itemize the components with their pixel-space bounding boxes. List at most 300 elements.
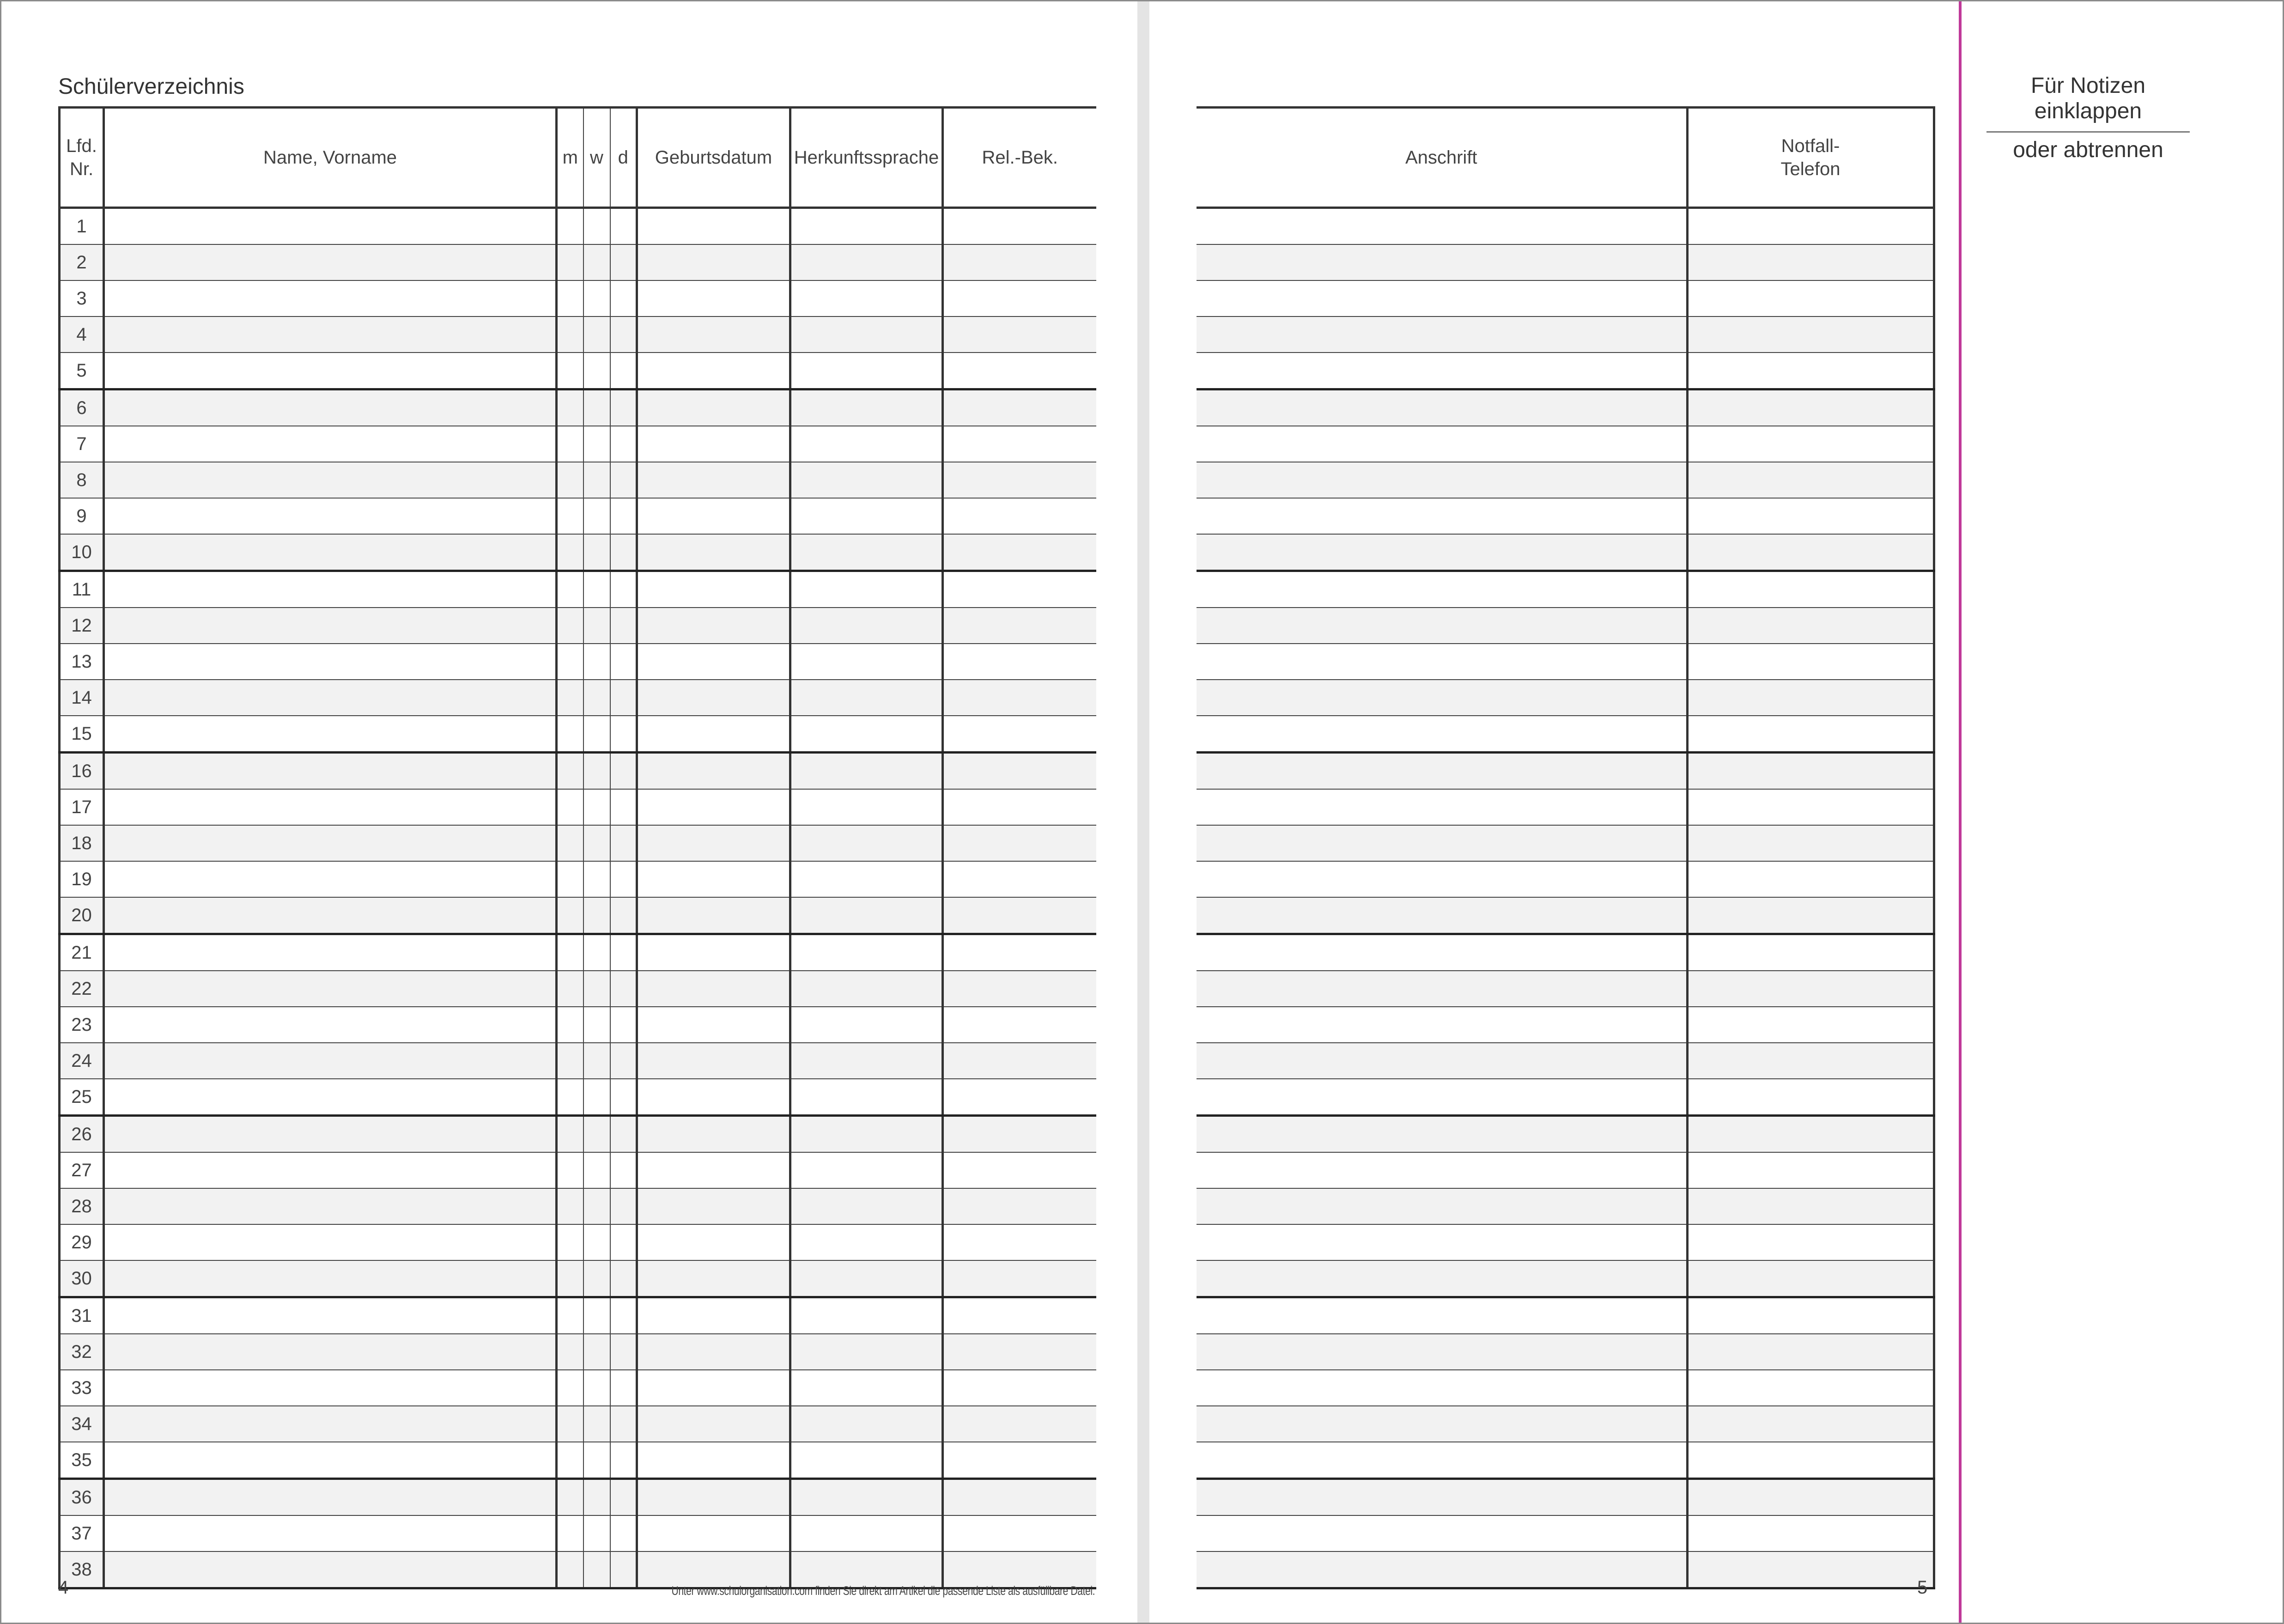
anschrift-cell[interactable] xyxy=(1197,644,1687,680)
telefon-cell[interactable] xyxy=(1687,1551,1934,1588)
w-cell[interactable] xyxy=(583,1442,610,1479)
rel-cell[interactable] xyxy=(943,244,1096,280)
name-cell[interactable] xyxy=(104,971,557,1007)
rel-cell[interactable] xyxy=(943,1260,1096,1297)
m-cell[interactable] xyxy=(557,426,583,462)
d-cell[interactable] xyxy=(610,1551,637,1588)
herkunftssprache-cell[interactable] xyxy=(790,1260,943,1297)
m-cell[interactable] xyxy=(557,244,583,280)
d-cell[interactable] xyxy=(610,208,637,245)
anschrift-cell[interactable] xyxy=(1197,680,1687,716)
telefon-cell[interactable] xyxy=(1687,608,1934,644)
name-cell[interactable] xyxy=(104,462,557,498)
name-cell[interactable] xyxy=(104,1551,557,1588)
rel-cell[interactable] xyxy=(943,716,1096,753)
name-cell[interactable] xyxy=(104,1297,557,1334)
anschrift-cell[interactable] xyxy=(1197,861,1687,897)
name-cell[interactable] xyxy=(104,1007,557,1043)
name-cell[interactable] xyxy=(104,1079,557,1116)
w-cell[interactable] xyxy=(583,1224,610,1260)
herkunftssprache-cell[interactable] xyxy=(790,1297,943,1334)
geburtsdatum-cell[interactable] xyxy=(637,316,790,353)
w-cell[interactable] xyxy=(583,1152,610,1188)
telefon-cell[interactable] xyxy=(1687,1043,1934,1079)
m-cell[interactable] xyxy=(557,644,583,680)
m-cell[interactable] xyxy=(557,571,583,608)
d-cell[interactable] xyxy=(610,1370,637,1406)
herkunftssprache-cell[interactable] xyxy=(790,534,943,571)
d-cell[interactable] xyxy=(610,1224,637,1260)
telefon-cell[interactable] xyxy=(1687,1260,1934,1297)
d-cell[interactable] xyxy=(610,789,637,825)
herkunftssprache-cell[interactable] xyxy=(790,753,943,790)
herkunftssprache-cell[interactable] xyxy=(790,1442,943,1479)
name-cell[interactable] xyxy=(104,934,557,971)
herkunftssprache-cell[interactable] xyxy=(790,971,943,1007)
anschrift-cell[interactable] xyxy=(1197,1370,1687,1406)
geburtsdatum-cell[interactable] xyxy=(637,680,790,716)
w-cell[interactable] xyxy=(583,280,610,316)
anschrift-cell[interactable] xyxy=(1197,1043,1687,1079)
geburtsdatum-cell[interactable] xyxy=(637,1406,790,1442)
geburtsdatum-cell[interactable] xyxy=(637,571,790,608)
m-cell[interactable] xyxy=(557,1260,583,1297)
w-cell[interactable] xyxy=(583,208,610,245)
w-cell[interactable] xyxy=(583,753,610,790)
anschrift-cell[interactable] xyxy=(1197,534,1687,571)
geburtsdatum-cell[interactable] xyxy=(637,861,790,897)
herkunftssprache-cell[interactable] xyxy=(790,861,943,897)
telefon-cell[interactable] xyxy=(1687,353,1934,389)
rel-cell[interactable] xyxy=(943,1043,1096,1079)
herkunftssprache-cell[interactable] xyxy=(790,280,943,316)
telefon-cell[interactable] xyxy=(1687,244,1934,280)
rel-cell[interactable] xyxy=(943,1116,1096,1153)
telefon-cell[interactable] xyxy=(1687,934,1934,971)
rel-cell[interactable] xyxy=(943,426,1096,462)
name-cell[interactable] xyxy=(104,389,557,426)
d-cell[interactable] xyxy=(610,971,637,1007)
w-cell[interactable] xyxy=(583,1007,610,1043)
geburtsdatum-cell[interactable] xyxy=(637,1188,790,1224)
name-cell[interactable] xyxy=(104,1116,557,1153)
geburtsdatum-cell[interactable] xyxy=(637,1043,790,1079)
d-cell[interactable] xyxy=(610,1260,637,1297)
anschrift-cell[interactable] xyxy=(1197,1479,1687,1516)
anschrift-cell[interactable] xyxy=(1197,1116,1687,1153)
d-cell[interactable] xyxy=(610,825,637,861)
geburtsdatum-cell[interactable] xyxy=(637,462,790,498)
name-cell[interactable] xyxy=(104,208,557,245)
rel-cell[interactable] xyxy=(943,1551,1096,1588)
name-cell[interactable] xyxy=(104,571,557,608)
herkunftssprache-cell[interactable] xyxy=(790,644,943,680)
d-cell[interactable] xyxy=(610,1152,637,1188)
telefon-cell[interactable] xyxy=(1687,208,1934,245)
anschrift-cell[interactable] xyxy=(1197,1079,1687,1116)
name-cell[interactable] xyxy=(104,280,557,316)
geburtsdatum-cell[interactable] xyxy=(637,1370,790,1406)
geburtsdatum-cell[interactable] xyxy=(637,897,790,934)
herkunftssprache-cell[interactable] xyxy=(790,897,943,934)
w-cell[interactable] xyxy=(583,426,610,462)
d-cell[interactable] xyxy=(610,1007,637,1043)
name-cell[interactable] xyxy=(104,644,557,680)
name-cell[interactable] xyxy=(104,1442,557,1479)
geburtsdatum-cell[interactable] xyxy=(637,789,790,825)
anschrift-cell[interactable] xyxy=(1197,1224,1687,1260)
telefon-cell[interactable] xyxy=(1687,1007,1934,1043)
d-cell[interactable] xyxy=(610,280,637,316)
m-cell[interactable] xyxy=(557,316,583,353)
telefon-cell[interactable] xyxy=(1687,716,1934,753)
rel-cell[interactable] xyxy=(943,897,1096,934)
rel-cell[interactable] xyxy=(943,498,1096,534)
rel-cell[interactable] xyxy=(943,353,1096,389)
telefon-cell[interactable] xyxy=(1687,426,1934,462)
w-cell[interactable] xyxy=(583,389,610,426)
w-cell[interactable] xyxy=(583,1116,610,1153)
geburtsdatum-cell[interactable] xyxy=(637,1079,790,1116)
m-cell[interactable] xyxy=(557,1297,583,1334)
w-cell[interactable] xyxy=(583,644,610,680)
telefon-cell[interactable] xyxy=(1687,316,1934,353)
name-cell[interactable] xyxy=(104,1260,557,1297)
herkunftssprache-cell[interactable] xyxy=(790,244,943,280)
geburtsdatum-cell[interactable] xyxy=(637,1551,790,1588)
anschrift-cell[interactable] xyxy=(1197,1152,1687,1188)
telefon-cell[interactable] xyxy=(1687,1479,1934,1516)
m-cell[interactable] xyxy=(557,753,583,790)
m-cell[interactable] xyxy=(557,1515,583,1551)
rel-cell[interactable] xyxy=(943,608,1096,644)
anschrift-cell[interactable] xyxy=(1197,753,1687,790)
w-cell[interactable] xyxy=(583,971,610,1007)
telefon-cell[interactable] xyxy=(1687,571,1934,608)
m-cell[interactable] xyxy=(557,608,583,644)
rel-cell[interactable] xyxy=(943,680,1096,716)
name-cell[interactable] xyxy=(104,1479,557,1516)
herkunftssprache-cell[interactable] xyxy=(790,1406,943,1442)
name-cell[interactable] xyxy=(104,608,557,644)
telefon-cell[interactable] xyxy=(1687,1224,1934,1260)
geburtsdatum-cell[interactable] xyxy=(637,208,790,245)
anschrift-cell[interactable] xyxy=(1197,1297,1687,1334)
herkunftssprache-cell[interactable] xyxy=(790,789,943,825)
anschrift-cell[interactable] xyxy=(1197,1551,1687,1588)
anschrift-cell[interactable] xyxy=(1197,934,1687,971)
name-cell[interactable] xyxy=(104,1224,557,1260)
rel-cell[interactable] xyxy=(943,1370,1096,1406)
rel-cell[interactable] xyxy=(943,934,1096,971)
geburtsdatum-cell[interactable] xyxy=(637,353,790,389)
telefon-cell[interactable] xyxy=(1687,644,1934,680)
geburtsdatum-cell[interactable] xyxy=(637,753,790,790)
name-cell[interactable] xyxy=(104,426,557,462)
m-cell[interactable] xyxy=(557,934,583,971)
herkunftssprache-cell[interactable] xyxy=(790,571,943,608)
rel-cell[interactable] xyxy=(943,1079,1096,1116)
d-cell[interactable] xyxy=(610,897,637,934)
m-cell[interactable] xyxy=(557,897,583,934)
geburtsdatum-cell[interactable] xyxy=(637,971,790,1007)
herkunftssprache-cell[interactable] xyxy=(790,1007,943,1043)
rel-cell[interactable] xyxy=(943,1406,1096,1442)
telefon-cell[interactable] xyxy=(1687,534,1934,571)
geburtsdatum-cell[interactable] xyxy=(637,244,790,280)
anschrift-cell[interactable] xyxy=(1197,716,1687,753)
geburtsdatum-cell[interactable] xyxy=(637,534,790,571)
rel-cell[interactable] xyxy=(943,1007,1096,1043)
m-cell[interactable] xyxy=(557,1116,583,1153)
anschrift-cell[interactable] xyxy=(1197,280,1687,316)
herkunftssprache-cell[interactable] xyxy=(790,1188,943,1224)
w-cell[interactable] xyxy=(583,1551,610,1588)
d-cell[interactable] xyxy=(610,680,637,716)
name-cell[interactable] xyxy=(104,316,557,353)
w-cell[interactable] xyxy=(583,934,610,971)
anschrift-cell[interactable] xyxy=(1197,208,1687,245)
d-cell[interactable] xyxy=(610,571,637,608)
rel-cell[interactable] xyxy=(943,571,1096,608)
d-cell[interactable] xyxy=(610,861,637,897)
rel-cell[interactable] xyxy=(943,280,1096,316)
w-cell[interactable] xyxy=(583,244,610,280)
herkunftssprache-cell[interactable] xyxy=(790,316,943,353)
d-cell[interactable] xyxy=(610,716,637,753)
anschrift-cell[interactable] xyxy=(1197,1334,1687,1370)
m-cell[interactable] xyxy=(557,1152,583,1188)
herkunftssprache-cell[interactable] xyxy=(790,1043,943,1079)
d-cell[interactable] xyxy=(610,1515,637,1551)
geburtsdatum-cell[interactable] xyxy=(637,1515,790,1551)
name-cell[interactable] xyxy=(104,244,557,280)
name-cell[interactable] xyxy=(104,1152,557,1188)
d-cell[interactable] xyxy=(610,644,637,680)
anschrift-cell[interactable] xyxy=(1197,426,1687,462)
w-cell[interactable] xyxy=(583,316,610,353)
m-cell[interactable] xyxy=(557,680,583,716)
name-cell[interactable] xyxy=(104,897,557,934)
herkunftssprache-cell[interactable] xyxy=(790,498,943,534)
d-cell[interactable] xyxy=(610,534,637,571)
rel-cell[interactable] xyxy=(943,644,1096,680)
telefon-cell[interactable] xyxy=(1687,1297,1934,1334)
herkunftssprache-cell[interactable] xyxy=(790,1515,943,1551)
d-cell[interactable] xyxy=(610,1442,637,1479)
name-cell[interactable] xyxy=(104,789,557,825)
d-cell[interactable] xyxy=(610,1188,637,1224)
herkunftssprache-cell[interactable] xyxy=(790,1479,943,1516)
geburtsdatum-cell[interactable] xyxy=(637,934,790,971)
telefon-cell[interactable] xyxy=(1687,897,1934,934)
anschrift-cell[interactable] xyxy=(1197,244,1687,280)
telefon-cell[interactable] xyxy=(1687,789,1934,825)
telefon-cell[interactable] xyxy=(1687,861,1934,897)
telefon-cell[interactable] xyxy=(1687,825,1934,861)
herkunftssprache-cell[interactable] xyxy=(790,1116,943,1153)
anschrift-cell[interactable] xyxy=(1197,971,1687,1007)
w-cell[interactable] xyxy=(583,680,610,716)
telefon-cell[interactable] xyxy=(1687,1442,1934,1479)
w-cell[interactable] xyxy=(583,1370,610,1406)
anschrift-cell[interactable] xyxy=(1197,825,1687,861)
w-cell[interactable] xyxy=(583,1515,610,1551)
d-cell[interactable] xyxy=(610,753,637,790)
d-cell[interactable] xyxy=(610,1297,637,1334)
herkunftssprache-cell[interactable] xyxy=(790,389,943,426)
w-cell[interactable] xyxy=(583,608,610,644)
name-cell[interactable] xyxy=(104,861,557,897)
m-cell[interactable] xyxy=(557,971,583,1007)
w-cell[interactable] xyxy=(583,1479,610,1516)
m-cell[interactable] xyxy=(557,208,583,245)
rel-cell[interactable] xyxy=(943,1224,1096,1260)
name-cell[interactable] xyxy=(104,534,557,571)
d-cell[interactable] xyxy=(610,608,637,644)
anschrift-cell[interactable] xyxy=(1197,789,1687,825)
w-cell[interactable] xyxy=(583,716,610,753)
rel-cell[interactable] xyxy=(943,1334,1096,1370)
m-cell[interactable] xyxy=(557,1370,583,1406)
d-cell[interactable] xyxy=(610,1406,637,1442)
name-cell[interactable] xyxy=(104,498,557,534)
anschrift-cell[interactable] xyxy=(1197,462,1687,498)
anschrift-cell[interactable] xyxy=(1197,608,1687,644)
rel-cell[interactable] xyxy=(943,462,1096,498)
geburtsdatum-cell[interactable] xyxy=(637,1442,790,1479)
geburtsdatum-cell[interactable] xyxy=(637,1260,790,1297)
anschrift-cell[interactable] xyxy=(1197,1260,1687,1297)
herkunftssprache-cell[interactable] xyxy=(790,426,943,462)
d-cell[interactable] xyxy=(610,462,637,498)
anschrift-cell[interactable] xyxy=(1197,498,1687,534)
geburtsdatum-cell[interactable] xyxy=(637,280,790,316)
m-cell[interactable] xyxy=(557,1479,583,1516)
geburtsdatum-cell[interactable] xyxy=(637,389,790,426)
telefon-cell[interactable] xyxy=(1687,1079,1934,1116)
geburtsdatum-cell[interactable] xyxy=(637,608,790,644)
name-cell[interactable] xyxy=(104,716,557,753)
d-cell[interactable] xyxy=(610,1043,637,1079)
m-cell[interactable] xyxy=(557,389,583,426)
geburtsdatum-cell[interactable] xyxy=(637,716,790,753)
name-cell[interactable] xyxy=(104,1515,557,1551)
geburtsdatum-cell[interactable] xyxy=(637,498,790,534)
herkunftssprache-cell[interactable] xyxy=(790,353,943,389)
w-cell[interactable] xyxy=(583,897,610,934)
anschrift-cell[interactable] xyxy=(1197,1515,1687,1551)
herkunftssprache-cell[interactable] xyxy=(790,1079,943,1116)
anschrift-cell[interactable] xyxy=(1197,1188,1687,1224)
geburtsdatum-cell[interactable] xyxy=(637,426,790,462)
m-cell[interactable] xyxy=(557,861,583,897)
telefon-cell[interactable] xyxy=(1687,1116,1934,1153)
anschrift-cell[interactable] xyxy=(1197,897,1687,934)
rel-cell[interactable] xyxy=(943,1188,1096,1224)
anschrift-cell[interactable] xyxy=(1197,353,1687,389)
w-cell[interactable] xyxy=(583,1043,610,1079)
d-cell[interactable] xyxy=(610,426,637,462)
d-cell[interactable] xyxy=(610,1479,637,1516)
m-cell[interactable] xyxy=(557,825,583,861)
w-cell[interactable] xyxy=(583,498,610,534)
w-cell[interactable] xyxy=(583,571,610,608)
geburtsdatum-cell[interactable] xyxy=(637,1224,790,1260)
herkunftssprache-cell[interactable] xyxy=(790,208,943,245)
telefon-cell[interactable] xyxy=(1687,971,1934,1007)
telefon-cell[interactable] xyxy=(1687,1152,1934,1188)
m-cell[interactable] xyxy=(557,1079,583,1116)
m-cell[interactable] xyxy=(557,1551,583,1588)
m-cell[interactable] xyxy=(557,462,583,498)
m-cell[interactable] xyxy=(557,353,583,389)
d-cell[interactable] xyxy=(610,498,637,534)
d-cell[interactable] xyxy=(610,316,637,353)
anschrift-cell[interactable] xyxy=(1197,389,1687,426)
d-cell[interactable] xyxy=(610,1334,637,1370)
herkunftssprache-cell[interactable] xyxy=(790,462,943,498)
w-cell[interactable] xyxy=(583,353,610,389)
telefon-cell[interactable] xyxy=(1687,1334,1934,1370)
name-cell[interactable] xyxy=(104,680,557,716)
herkunftssprache-cell[interactable] xyxy=(790,1334,943,1370)
geburtsdatum-cell[interactable] xyxy=(637,1152,790,1188)
m-cell[interactable] xyxy=(557,1406,583,1442)
name-cell[interactable] xyxy=(104,825,557,861)
geburtsdatum-cell[interactable] xyxy=(637,1334,790,1370)
name-cell[interactable] xyxy=(104,353,557,389)
m-cell[interactable] xyxy=(557,280,583,316)
geburtsdatum-cell[interactable] xyxy=(637,1479,790,1516)
m-cell[interactable] xyxy=(557,1043,583,1079)
w-cell[interactable] xyxy=(583,1334,610,1370)
telefon-cell[interactable] xyxy=(1687,1370,1934,1406)
w-cell[interactable] xyxy=(583,462,610,498)
d-cell[interactable] xyxy=(610,1116,637,1153)
w-cell[interactable] xyxy=(583,861,610,897)
telefon-cell[interactable] xyxy=(1687,1188,1934,1224)
m-cell[interactable] xyxy=(557,716,583,753)
anschrift-cell[interactable] xyxy=(1197,1442,1687,1479)
w-cell[interactable] xyxy=(583,1188,610,1224)
m-cell[interactable] xyxy=(557,1007,583,1043)
name-cell[interactable] xyxy=(104,1188,557,1224)
telefon-cell[interactable] xyxy=(1687,280,1934,316)
geburtsdatum-cell[interactable] xyxy=(637,644,790,680)
herkunftssprache-cell[interactable] xyxy=(790,1152,943,1188)
anschrift-cell[interactable] xyxy=(1197,1406,1687,1442)
herkunftssprache-cell[interactable] xyxy=(790,680,943,716)
herkunftssprache-cell[interactable] xyxy=(790,1551,943,1588)
rel-cell[interactable] xyxy=(943,208,1096,245)
w-cell[interactable] xyxy=(583,1406,610,1442)
geburtsdatum-cell[interactable] xyxy=(637,1297,790,1334)
m-cell[interactable] xyxy=(557,1224,583,1260)
w-cell[interactable] xyxy=(583,1079,610,1116)
telefon-cell[interactable] xyxy=(1687,1515,1934,1551)
herkunftssprache-cell[interactable] xyxy=(790,825,943,861)
w-cell[interactable] xyxy=(583,825,610,861)
herkunftssprache-cell[interactable] xyxy=(790,608,943,644)
rel-cell[interactable] xyxy=(943,1479,1096,1516)
name-cell[interactable] xyxy=(104,1370,557,1406)
rel-cell[interactable] xyxy=(943,971,1096,1007)
rel-cell[interactable] xyxy=(943,316,1096,353)
w-cell[interactable] xyxy=(583,534,610,571)
anschrift-cell[interactable] xyxy=(1197,571,1687,608)
herkunftssprache-cell[interactable] xyxy=(790,716,943,753)
